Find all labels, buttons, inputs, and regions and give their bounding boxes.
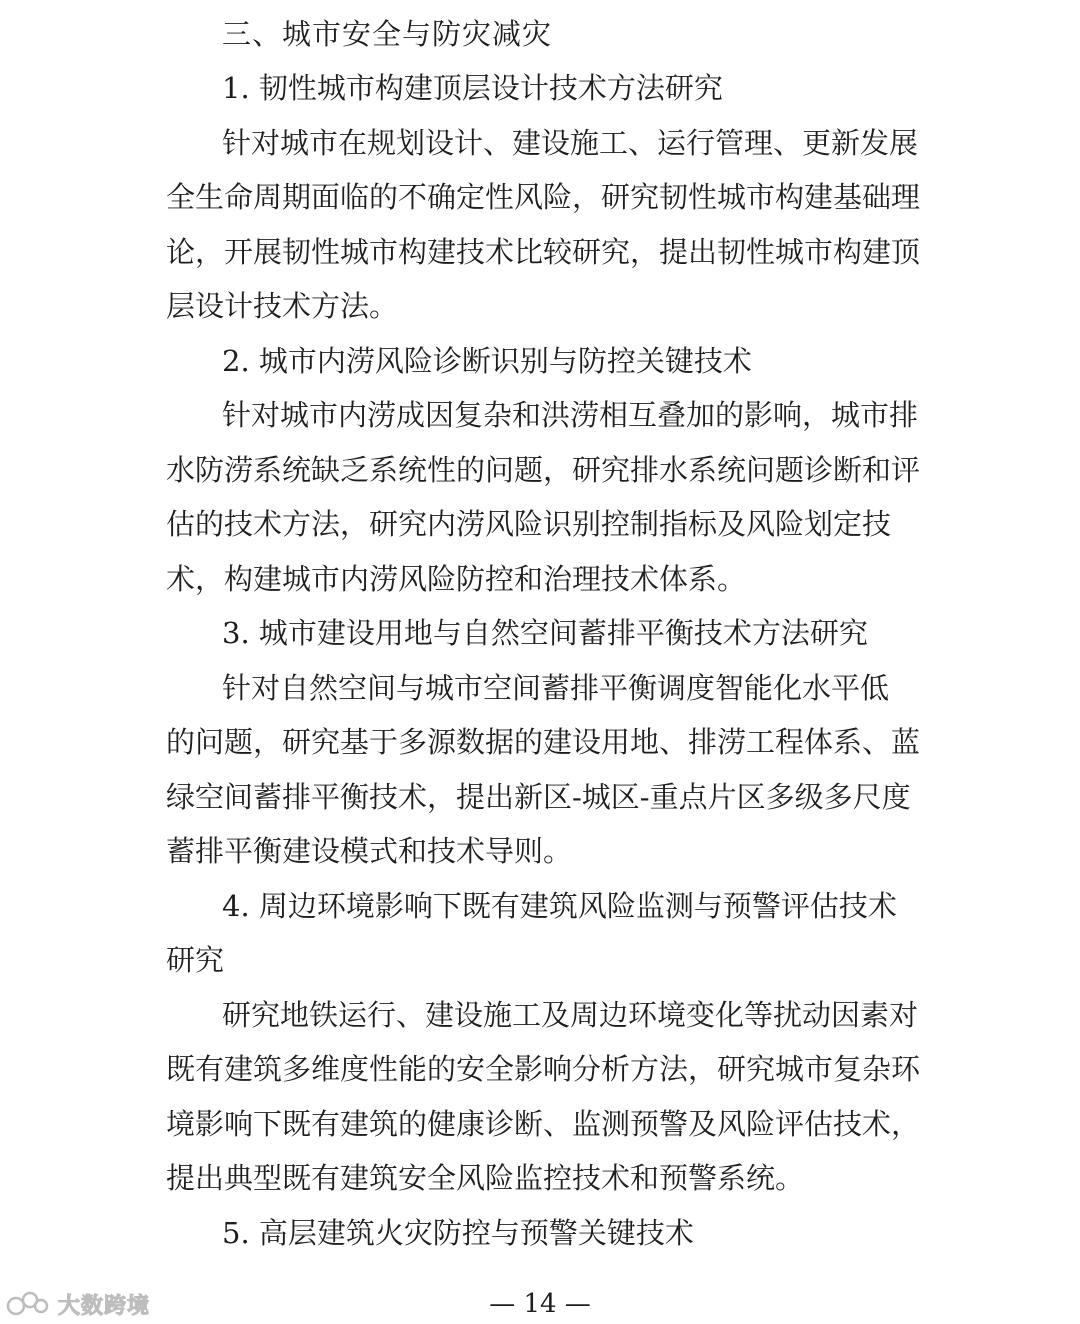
text-line: 2. 城市内涝风险诊断识别与防控关键技术 bbox=[222, 343, 752, 378]
watermark-text: 大数跨境 bbox=[58, 1293, 151, 1319]
text-line: 针对城市内涝成因复杂和洪涝相互叠加的影响，城市排 bbox=[222, 398, 919, 432]
text-line: 针对城市在规划设计、建设施工、运行管理、更新发展 bbox=[222, 125, 919, 160]
page-number: — 14 — bbox=[489, 1289, 591, 1319]
text-line: 境影响下既有建筑的健康诊断、监测预警及风险评估技术， bbox=[166, 1106, 921, 1141]
text-line: 绿空间蓄排平衡技术，提出新区-城区-重点片区多级多尺度 bbox=[166, 779, 911, 814]
text-line: 既有建筑多维度性能的安全影响分析方法，研究城市复杂环 bbox=[166, 1052, 921, 1086]
text-line: 全生命周期面临的不确定性风险，研究韧性城市构建基础理 bbox=[166, 180, 921, 214]
text-line: 层设计技术方法。 bbox=[166, 289, 399, 323]
text-line: 针对自然空间与城市空间蓄排平衡调度智能化水平低 bbox=[222, 670, 890, 705]
text-line: 提出典型既有建筑安全风险监控技术和预警系统。 bbox=[166, 1161, 805, 1195]
text-line: 研究 bbox=[166, 943, 225, 977]
section-heading: 三、城市安全与防灾减灾 bbox=[222, 17, 553, 51]
text-line: 研究地铁运行、建设施工及周边环境变化等扰动因素对 bbox=[222, 997, 919, 1032]
text-line: 估的技术方法，研究内涝风险识别控制指标及风险划定技 bbox=[166, 507, 892, 541]
text-line: 术，构建城市内涝风险防控和治理技术体系。 bbox=[166, 561, 747, 596]
text-line: 1. 韧性城市构建顶层设计技术方法研究 bbox=[222, 71, 723, 105]
text-line: 水防涝系统缺乏系统性的问题，研究排水系统问题诊断和评 bbox=[166, 452, 921, 487]
text-line: 蓄排平衡建设模式和技术导则。 bbox=[166, 834, 573, 868]
text-line: 论，开展韧性城市构建技术比较研究，提出韧性城市构建顶 bbox=[166, 234, 921, 269]
text-line: 4. 周边环境影响下既有建筑风险监测与预警评估技术 bbox=[222, 888, 897, 923]
text-line: 5. 高层建筑火灾防控与预警关键技术 bbox=[222, 1215, 694, 1250]
text-line: 的问题，研究基于多源数据的建设用地、排涝工程体系、蓝 bbox=[166, 725, 921, 759]
text-line: 3. 城市建设用地与自然空间蓄排平衡技术方法研究 bbox=[222, 616, 868, 650]
